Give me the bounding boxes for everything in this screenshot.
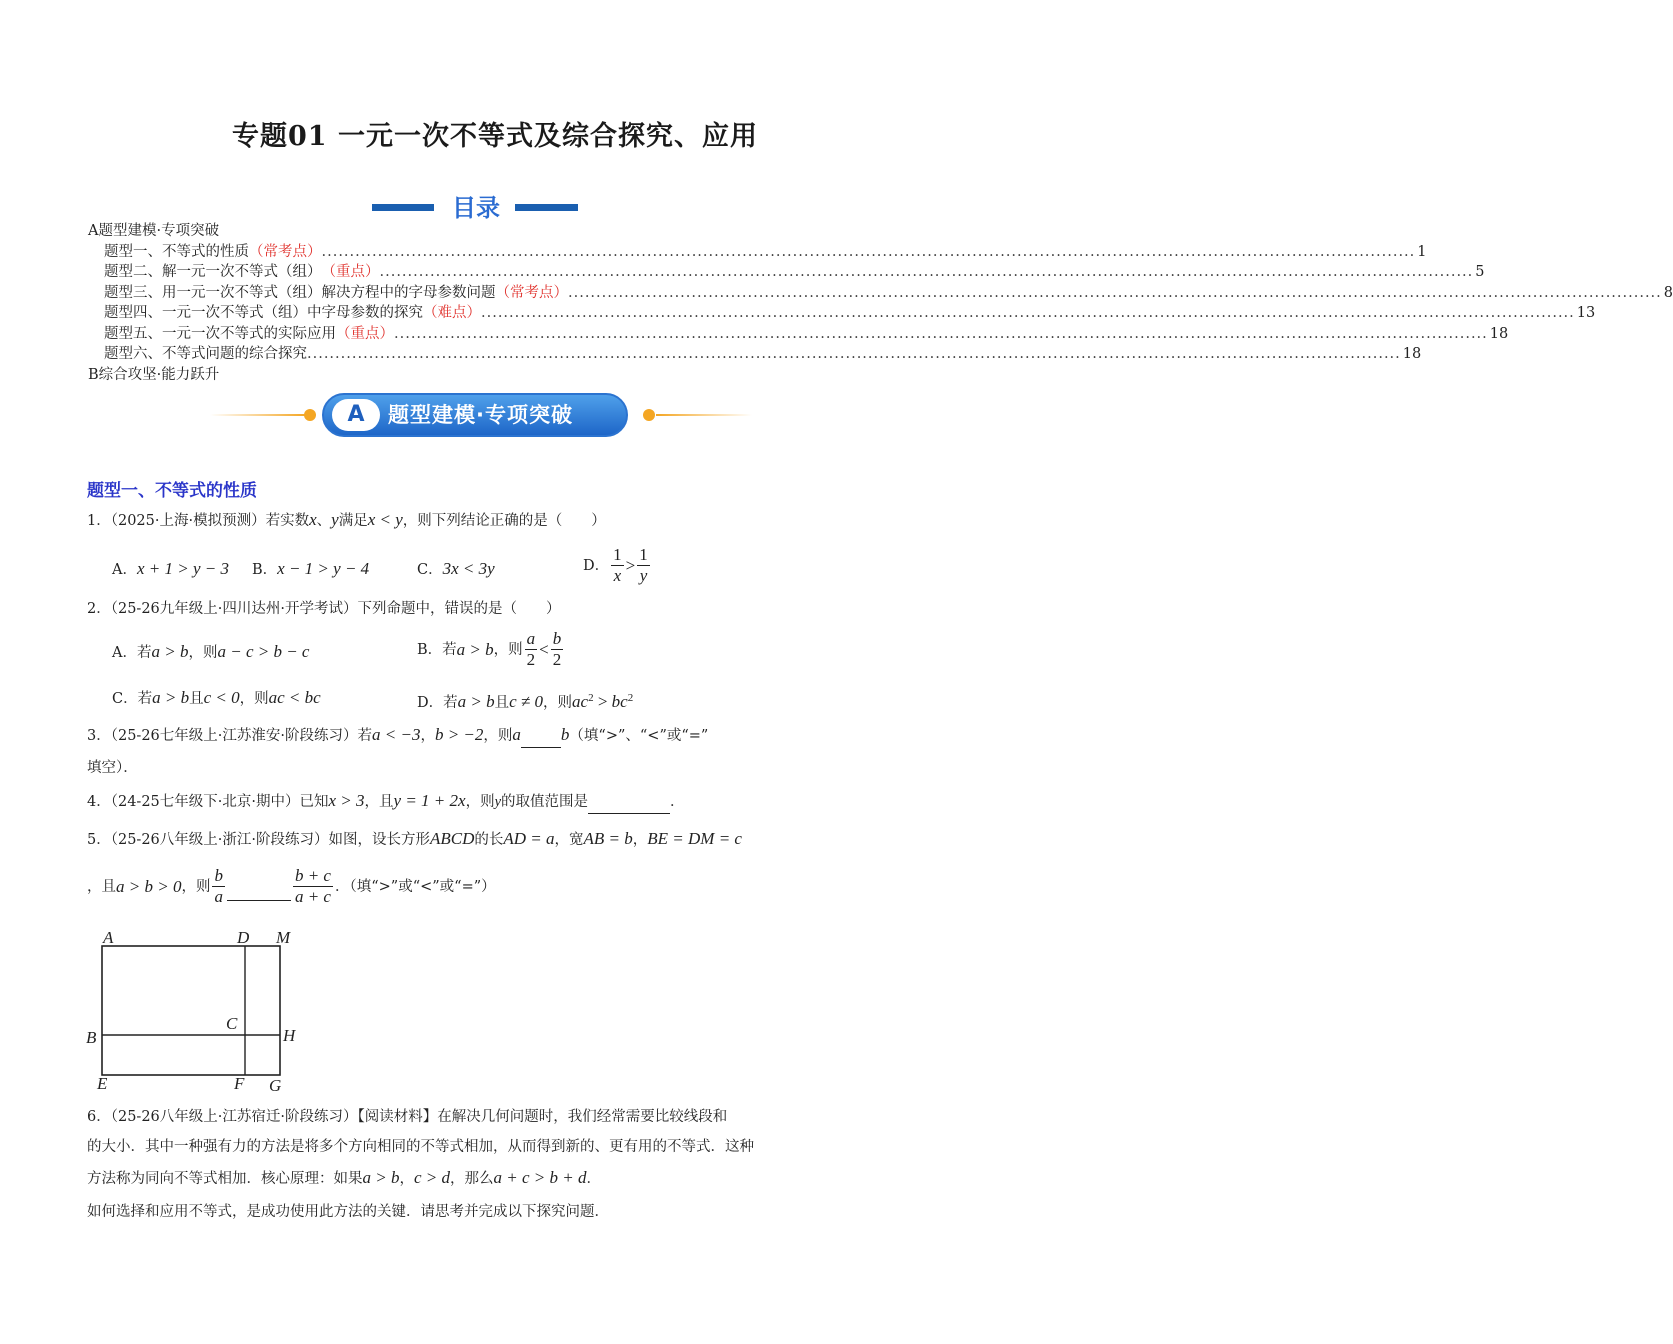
toc-item-label: 题型六、不等式问题的综合探究 — [104, 346, 307, 362]
toc-item-3[interactable] — [104, 283, 1673, 303]
question-1-option-b[interactable]: B．x − 1 > y − 4 — [252, 559, 370, 578]
label-b: B — [86, 1028, 97, 1047]
page-title: 专题01 一元一次不等式及综合探究、应用 — [232, 121, 758, 152]
banner-line-left — [210, 414, 306, 416]
question-2-option-a[interactable]: A．若a > b，则a − c > b − c — [112, 642, 310, 661]
toc-item-page: 18 — [1402, 346, 1422, 362]
toc-item-tag: （重点） — [336, 326, 394, 342]
question-4-stem: 4．（24-25七年级下·北京·期中）已知x > 3，且y = 1 + 2x，则y的取值范围是 ． — [87, 790, 685, 814]
label-c: C — [226, 1014, 238, 1033]
question-5-stem: 5．（25-26八年级上·浙江·阶段练习）如图，设长方形ABCD的长AD = a，宽AB = b，BE = DM = c — [87, 829, 742, 848]
toc-item-label: 题型二、解一元一次不等式（组） — [104, 264, 322, 280]
toc-dots: ................................................................................................................................................................................................... — [481, 305, 1575, 321]
toc-item-tag: （常考点） — [249, 244, 322, 260]
toc-item-5[interactable] — [104, 324, 1509, 344]
label-g: G — [269, 1076, 282, 1095]
answer-blank[interactable] — [227, 878, 291, 901]
question-2-option-d[interactable]: D．若a > b且c ≠ 0，则$ac^2 > bc^2$ — [417, 691, 634, 711]
question-5-figure — [84, 925, 314, 1095]
answer-blank[interactable] — [588, 791, 670, 814]
toc-item-label: 题型四、一元一次不等式（组）中字母参数的探究 — [104, 305, 423, 321]
question-2-stem: 2．（25-26九年级上·四川达州·开学考试）下列命题中，错误的是（ ） — [87, 601, 561, 617]
question-3-stem: 3．（25-26七年级上·江苏淮安·阶段练习）若a < −3，b > −2，则a b（填“>”、“<”或“=” — [87, 724, 708, 748]
toc-dots: ................................................................................................................................................................................................... — [307, 346, 1401, 362]
toc-item-2[interactable] — [104, 262, 1485, 282]
question-2-option-c[interactable]: C．若a > b且c < 0，则ac < bc — [112, 688, 321, 707]
question-2-option-b[interactable]: B．若 a > b ，则 $\frac{a}{2}$ < $\frac{b}{2}$ — [417, 629, 562, 669]
label-f: F — [234, 1074, 245, 1093]
question-6-line-4: 如何选择和应用不等式，是成功使用此方法的关键．请思考并完成以下探究问题． — [87, 1204, 609, 1220]
toc-item-page: 13 — [1576, 305, 1596, 321]
label-e: E — [97, 1074, 108, 1093]
toc-part-b[interactable]: B综合攻坚·能力跃升 — [88, 367, 220, 383]
section-banner-text: 题型建模·专项突破 — [388, 403, 573, 427]
question-6-line-1: 6．（25-26八年级上·江苏宿迁·阶段练习）【阅读材料】在解决几何问题时，我们经常需要比较线段和 — [87, 1109, 728, 1125]
label-a: A — [103, 928, 114, 947]
toc-dots: ................................................................................................................................................................................................... — [379, 264, 1474, 280]
toc-item-4[interactable] — [104, 303, 1596, 323]
toc-bar-left — [372, 204, 434, 211]
question-1-stem: 1．（2025·上海·模拟预测）若实数x、y满足x < y，则下列结论正确的是（ ） — [87, 510, 606, 529]
question-1-option-c[interactable]: C．3x < 3y — [417, 559, 495, 578]
toc-dots: ................................................................................................................................................................................................... — [394, 326, 1488, 342]
question-1-option-a[interactable]: A．x + 1 > y − 3 — [112, 559, 229, 578]
banner-dot-left — [304, 409, 316, 421]
toc-heading: 目录 — [452, 194, 500, 222]
toc-banner — [0, 188, 950, 222]
toc-item-label: 题型五、一元一次不等式的实际应用 — [104, 326, 336, 342]
banner-line-right — [656, 414, 752, 416]
toc-bar-right — [515, 204, 578, 211]
question-1-option-d[interactable]: D． $\frac{1}{x}$ > $\frac{1}{y}$ — [583, 545, 648, 585]
toc-item-tag: （重点） — [321, 264, 380, 280]
toc-item-page: 8 — [1663, 285, 1673, 301]
toc-dots: ................................................................................................................................................................................................... — [568, 285, 1662, 301]
section-pill — [322, 393, 628, 437]
toc-item-page: 5 — [1475, 264, 1485, 280]
label-d: D — [237, 928, 250, 947]
question-5-line-2: ，且 a > b > 0 ，则 $\frac{b}{a}$ $\frac{b + c}{a + c}$ ．（填“>”或“<”或“=”） — [87, 866, 496, 906]
answer-blank[interactable] — [521, 725, 561, 748]
label-m: M — [276, 928, 291, 947]
section-banner — [200, 393, 760, 437]
toc-item-label: 题型一、不等式的性质 — [104, 244, 249, 260]
toc-item-page: 1 — [1417, 244, 1427, 260]
section-badge: A — [332, 399, 380, 431]
toc-dots: ................................................................................................................................................................................................... — [321, 244, 1416, 260]
banner-dot-right — [643, 409, 655, 421]
question-6-line-3: 方法称为同向不等式相加．核心原理：如果a > b，c > d，那么a + c > b + d． — [87, 1168, 601, 1187]
question-3-line-2: 填空）． — [87, 760, 138, 776]
toc-item-tag: （难点） — [423, 305, 481, 321]
section-heading: 题型一、不等式的性质 — [87, 481, 257, 501]
toc-item-6[interactable] — [104, 344, 1422, 364]
toc-item-tag: （常考点） — [495, 285, 568, 301]
toc-part-a[interactable]: A题型建模·专项突破 — [88, 223, 220, 239]
toc-item-page: 18 — [1489, 326, 1509, 342]
label-h: H — [283, 1026, 296, 1045]
toc-item-1[interactable] — [104, 242, 1427, 262]
outer-rectangle — [102, 946, 280, 1075]
question-6-line-2: 的大小．其中一种强有力的方法是将多个方向相同的不等式相加，从而得到新的、更有用的不等式．这种 — [87, 1139, 754, 1155]
toc-item-label: 题型三、用一元一次不等式（组）解决方程中的字母参数问题 — [104, 285, 496, 301]
